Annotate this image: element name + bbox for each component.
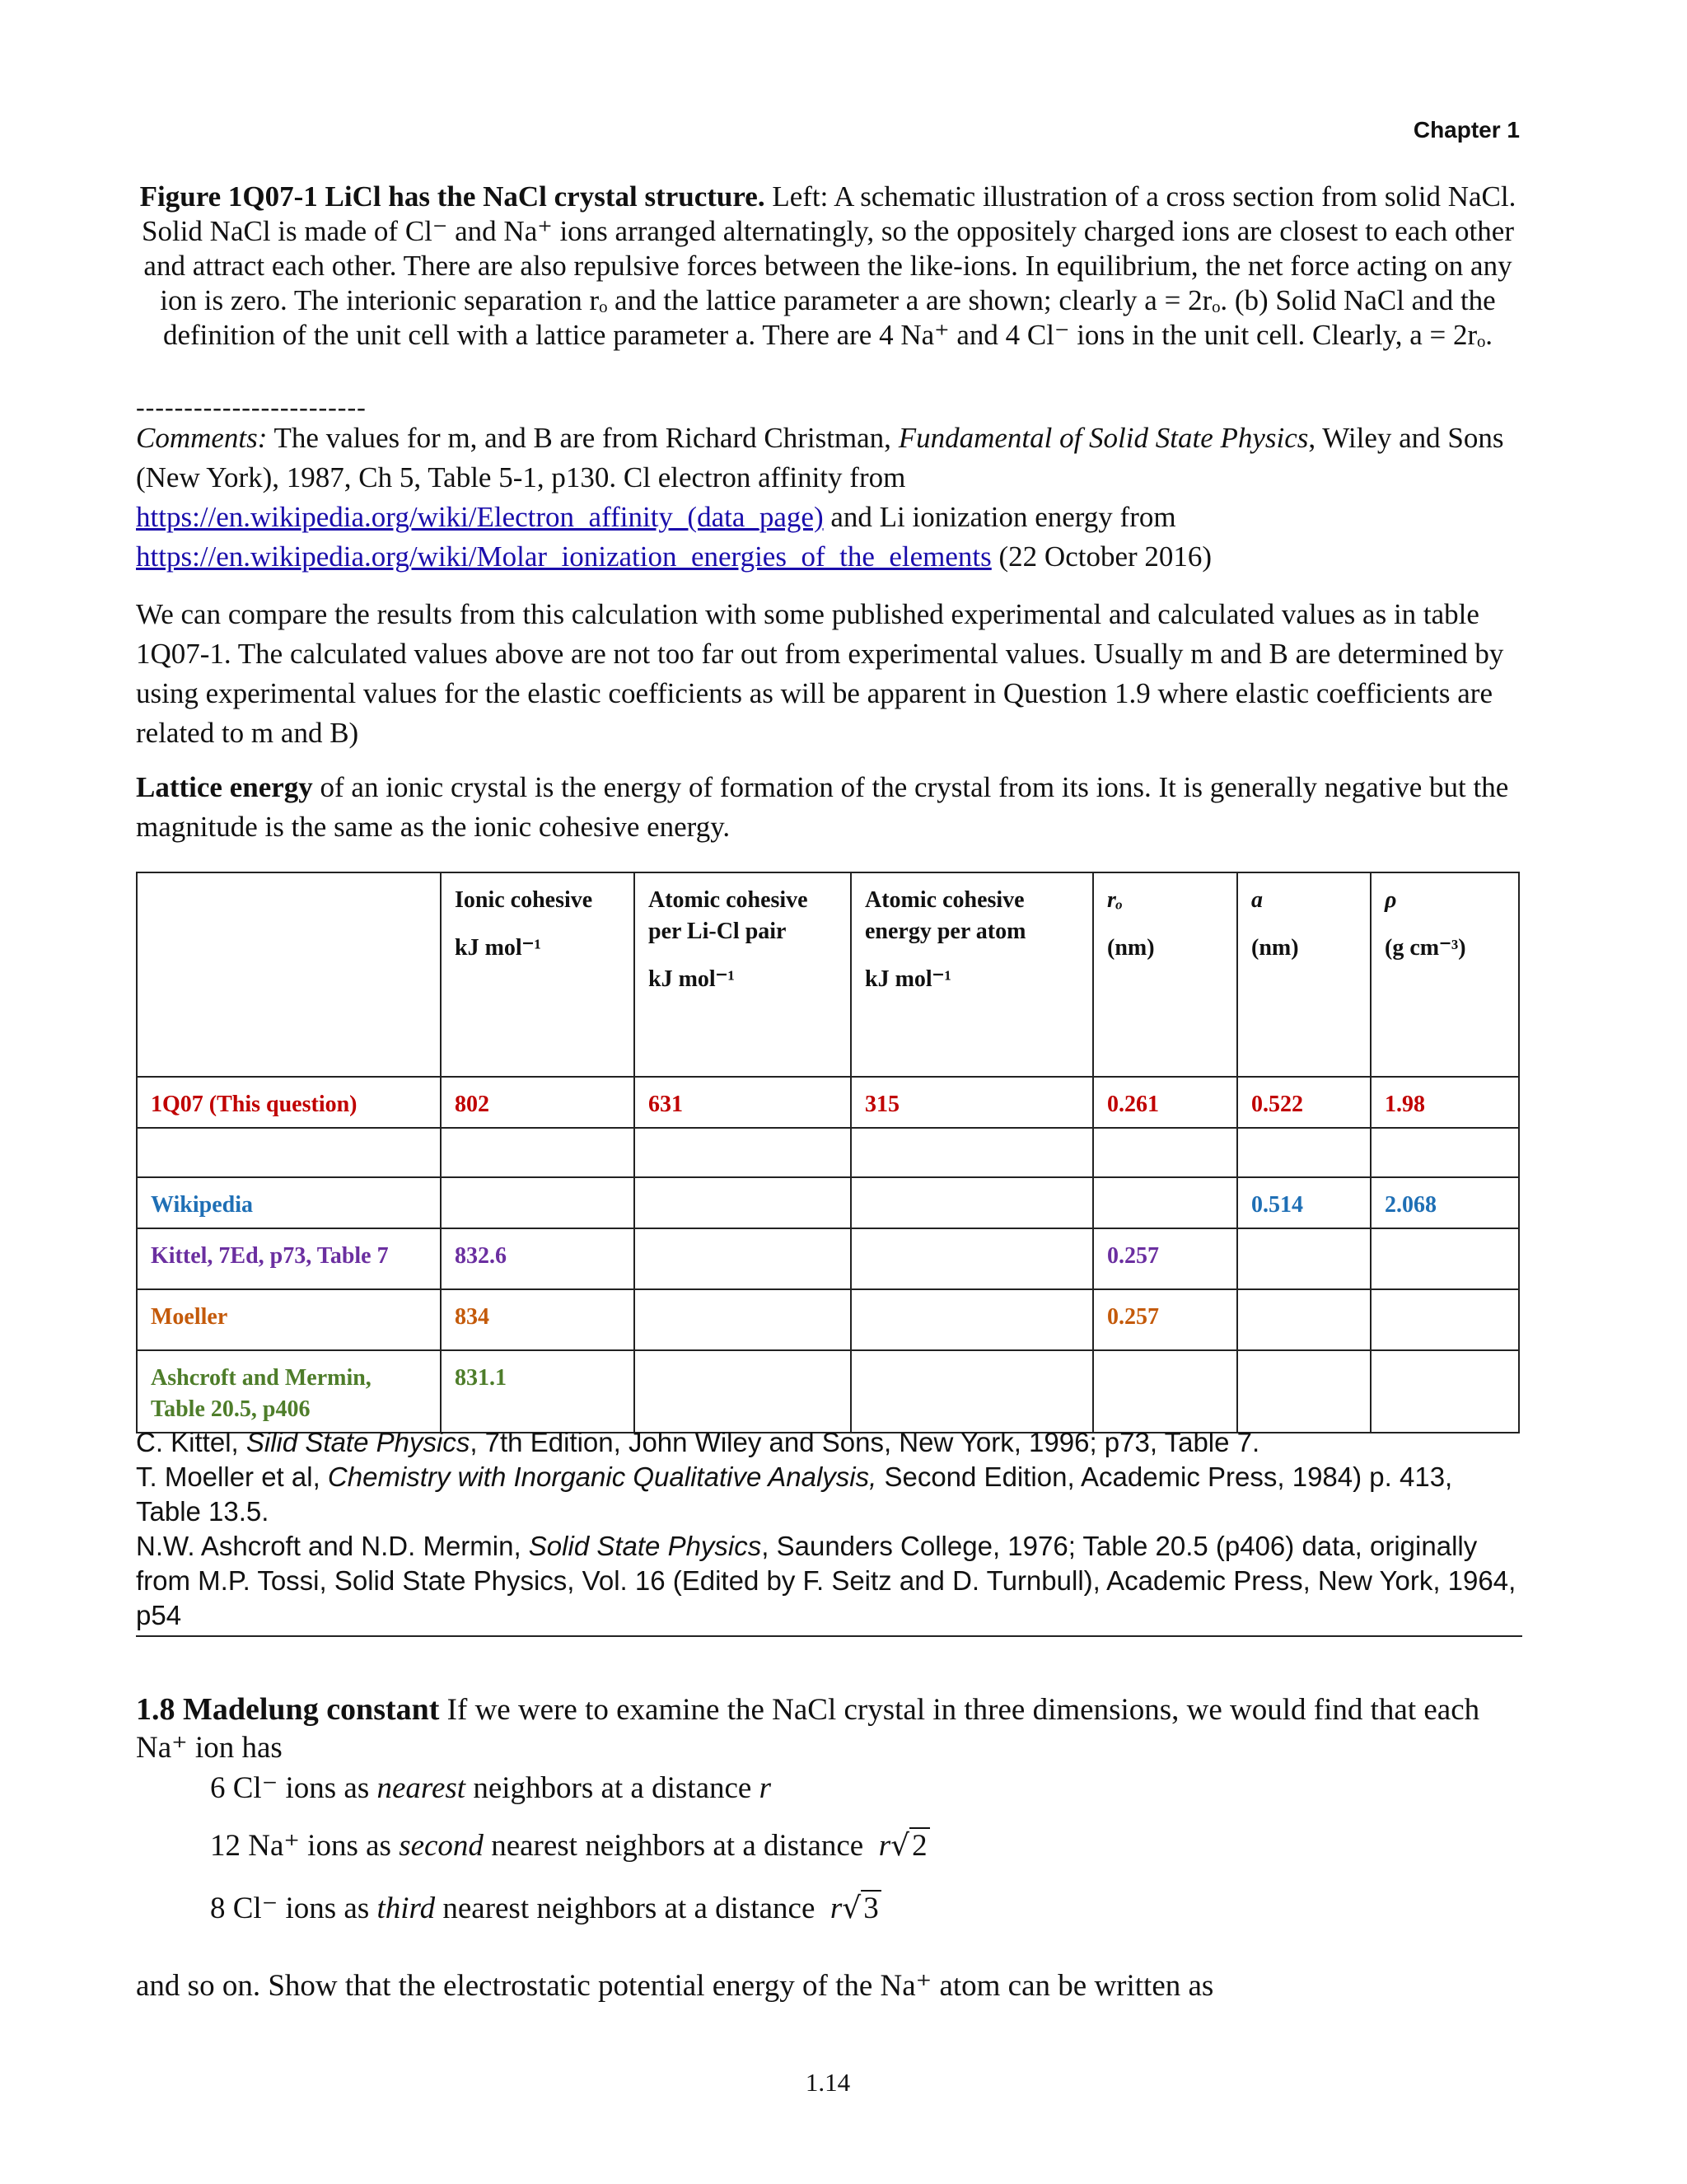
value-cell bbox=[634, 1350, 851, 1433]
separator-dashes: ------------------------ bbox=[136, 392, 367, 422]
neighbor-text: 6 Cl⁻ ions as bbox=[210, 1771, 377, 1805]
value-cell: 2.068 bbox=[1371, 1177, 1519, 1228]
value-cell bbox=[851, 1177, 1093, 1228]
source-cell: Moeller bbox=[137, 1289, 441, 1350]
ref-text: , 7th Edition, John Wiley and Sons, New York, 1996; p73, Table 7. bbox=[470, 1427, 1260, 1457]
neighbor-text: 8 Cl⁻ ions as bbox=[210, 1892, 377, 1925]
table-row bbox=[137, 1177, 1519, 1228]
value-cell: 802 bbox=[441, 1077, 634, 1128]
table-header-cell bbox=[851, 872, 1093, 1077]
neighbor-line-3 bbox=[210, 1890, 881, 1928]
lattice-energy-paragraph bbox=[136, 768, 1520, 847]
table-header-cell bbox=[441, 872, 634, 1077]
ref-text: C. Kittel, bbox=[136, 1427, 246, 1457]
comments-paragraph bbox=[136, 419, 1520, 577]
source-cell: Kittel, 7Ed, p73, Table 7 bbox=[137, 1228, 441, 1289]
ref-title: Silid State Physics bbox=[245, 1427, 470, 1457]
madelung-section-intro bbox=[136, 1691, 1520, 1767]
value-cell bbox=[1093, 1128, 1237, 1177]
header-line: kJ mol⁻¹ bbox=[648, 966, 735, 992]
value-cell bbox=[851, 1128, 1093, 1177]
header-line: Atomic cohesive bbox=[865, 887, 1025, 913]
value-cell bbox=[634, 1128, 851, 1177]
value-cell: 834 bbox=[441, 1289, 634, 1350]
ref-text: , Saunders College, 1976; Table 20.5 (p406) data, originally from M.P. Tossi, Solid State Physics, Vol. 16 (Edited by F. Seitz and D. Turnbull), Academic Press, New York, 1964, p54 bbox=[136, 1531, 1516, 1630]
table-row bbox=[137, 1289, 1519, 1350]
value-cell bbox=[1093, 1350, 1237, 1433]
header-line: Ionic cohesive bbox=[455, 887, 593, 913]
value-cell: 0.257 bbox=[1093, 1228, 1237, 1289]
header-line: kJ mol⁻¹ bbox=[865, 966, 951, 992]
value-cell bbox=[634, 1228, 851, 1289]
book-title: Fundamental of Solid State Physics bbox=[898, 422, 1309, 454]
value-cell bbox=[851, 1228, 1093, 1289]
ref-text: N.W. Ashcroft and N.D. Mermin, bbox=[136, 1531, 529, 1561]
horizontal-rule bbox=[136, 1635, 1522, 1637]
lattice-energy-text: of an ionic crystal is the energy of formation of the crystal from its ions. It is generally negative but the magnitude is the same as the ionic cohesive energy. bbox=[136, 771, 1509, 843]
table-header-cell bbox=[137, 872, 441, 1077]
table-row bbox=[137, 1077, 1519, 1128]
value-cell bbox=[1371, 1128, 1519, 1177]
neighbor-order: second bbox=[399, 1829, 484, 1863]
lattice-energy-term: Lattice energy bbox=[136, 771, 313, 803]
header-line: rₒ bbox=[1107, 887, 1124, 913]
value-cell: 631 bbox=[634, 1077, 851, 1128]
figure-caption-text: Left: A schematic illustration of a cross section from solid NaCl. Solid NaCl is made of Cl⁻ and Na⁺ ions arranged alternatingly, so the oppositely charged ions are closest to each other and attract each other. There are also repulsive forces between the like-ions. In equilibrium, the net force acting on any ion is zero. The interionic separation rₒ and the lattice parameter a are shown; clearly a = 2rₒ. (b) Solid NaCl and the definition of the unit cell with a lattice parameter a. There are 4 Na⁺ and 4 Cl⁻ ions in the unit cell. Clearly, a = 2rₒ. bbox=[142, 180, 1516, 351]
ref-text: Second Edition, Academic Press, 1984) p. 413, Table 13.5. bbox=[136, 1461, 1453, 1527]
distance-symbol: r bbox=[878, 1829, 891, 1863]
value-cell: 831.1 bbox=[441, 1350, 634, 1433]
ionization-energy-link[interactable]: https://en.wikipedia.org/wiki/Molar_ionization_energies_of_the_elements bbox=[136, 540, 992, 573]
comments-text: , Wiley and Sons (New York), 1987, Ch 5, Table 5-1, p130. Cl electron affinity from bbox=[136, 422, 1504, 493]
neighbor-text: nearest neighbors at a distance bbox=[435, 1892, 823, 1925]
header-line: (nm) bbox=[1251, 935, 1299, 961]
page-number: 1.14 bbox=[805, 2068, 851, 2097]
square-root: √3 bbox=[842, 1890, 881, 1928]
distance-symbol: r bbox=[759, 1771, 771, 1805]
electron-affinity-link[interactable]: https://en.wikipedia.org/wiki/Electron_affinity_(data_page) bbox=[136, 501, 824, 533]
value-cell bbox=[441, 1177, 634, 1228]
source-cell bbox=[137, 1128, 441, 1177]
table-header-cell bbox=[1093, 872, 1237, 1077]
header-line: Atomic cohesive bbox=[648, 887, 808, 913]
header-line: (g cm⁻³) bbox=[1385, 935, 1466, 961]
references bbox=[136, 1425, 1520, 1633]
value-cell bbox=[851, 1350, 1093, 1433]
comments-label: Comments: bbox=[136, 422, 268, 454]
value-cell: 0.257 bbox=[1093, 1289, 1237, 1350]
ref-title: Solid State Physics bbox=[528, 1531, 762, 1561]
table-row-empty bbox=[137, 1128, 1519, 1177]
value-cell bbox=[1237, 1228, 1371, 1289]
comparison-table bbox=[136, 872, 1520, 1433]
value-cell: 0.522 bbox=[1237, 1077, 1371, 1128]
distance-symbol: r bbox=[829, 1892, 843, 1925]
value-cell bbox=[634, 1289, 851, 1350]
ref-text: T. Moeller et al, bbox=[136, 1461, 328, 1492]
figure-caption bbox=[136, 180, 1520, 353]
chapter-header: Chapter 1 bbox=[1413, 117, 1520, 143]
header-line: energy per atom bbox=[865, 919, 1026, 944]
neighbor-line-2 bbox=[210, 1827, 930, 1865]
table-row bbox=[137, 1228, 1519, 1289]
value-cell: 1.98 bbox=[1371, 1077, 1519, 1128]
document-page bbox=[136, 0, 1520, 2184]
table-header-cell bbox=[1371, 872, 1519, 1077]
value-cell bbox=[441, 1128, 634, 1177]
value-cell bbox=[634, 1177, 851, 1228]
neighbor-line-1 bbox=[210, 1770, 771, 1808]
electrostatic-sentence: and so on. Show that the electrostatic potential energy of the Na⁺ atom can be written as bbox=[136, 1969, 1214, 2003]
neighbor-text: 12 Na⁺ ions as bbox=[210, 1829, 400, 1863]
section-title: 1.8 Madelung constant bbox=[136, 1692, 440, 1727]
table-row bbox=[137, 1350, 1519, 1433]
radicand: 2 bbox=[909, 1827, 930, 1863]
value-cell bbox=[1371, 1289, 1519, 1350]
ref-title: Chemistry with Inorganic Qualitative Analysis, bbox=[327, 1461, 877, 1492]
value-cell: 0.514 bbox=[1237, 1177, 1371, 1228]
value-cell: 0.261 bbox=[1093, 1077, 1237, 1128]
table-header-row bbox=[137, 872, 1519, 1077]
square-root: √2 bbox=[890, 1827, 929, 1865]
value-cell bbox=[1093, 1177, 1237, 1228]
figure-caption-label: Figure 1Q07-1 LiCl has the NaCl crystal structure. bbox=[139, 180, 765, 213]
reference-kittel bbox=[136, 1425, 1520, 1460]
reference-moeller bbox=[136, 1460, 1520, 1529]
header-line: ρ bbox=[1385, 887, 1397, 913]
value-cell bbox=[851, 1289, 1093, 1350]
header-line: (nm) bbox=[1107, 935, 1155, 961]
value-cell bbox=[1237, 1350, 1371, 1433]
value-cell bbox=[1371, 1350, 1519, 1433]
comments-text: The values for m, and B are from Richard Christman, bbox=[267, 422, 899, 454]
value-cell bbox=[1237, 1289, 1371, 1350]
neighbor-text: neighbors at a distance bbox=[465, 1771, 759, 1805]
compare-paragraph: We can compare the results from this calculation with some published experimental and calculated values as in table 1Q07-1. The calculated values above are not too far out from experimental values. Usually m and B are determined by using experimental values for the elastic coefficients as will be apparent in Question 1.9 where elastic coefficients are related to m and B) bbox=[136, 598, 1504, 749]
source-cell: Ashcroft and Mermin, Table 20.5, p406 bbox=[137, 1350, 441, 1433]
header-line: kJ mol⁻¹ bbox=[455, 935, 541, 961]
comments-text: (22 October 2016) bbox=[991, 540, 1213, 573]
neighbor-text: nearest neighbors at a distance bbox=[483, 1829, 872, 1863]
source-cell: Wikipedia bbox=[137, 1177, 441, 1228]
neighbor-order: nearest bbox=[376, 1771, 466, 1805]
table-header-cell bbox=[634, 872, 851, 1077]
reference-ashcroft bbox=[136, 1529, 1520, 1633]
value-cell: 315 bbox=[851, 1077, 1093, 1128]
header-line: a bbox=[1251, 887, 1263, 913]
neighbor-order: third bbox=[376, 1892, 436, 1925]
section-text: If we were to examine the NaCl crystal in three dimensions, we would find that each Na⁺ ion has bbox=[136, 1693, 1480, 1765]
radicand: 3 bbox=[861, 1890, 881, 1925]
value-cell bbox=[1237, 1128, 1371, 1177]
source-cell: 1Q07 (This question) bbox=[137, 1077, 441, 1128]
table-header-cell bbox=[1237, 872, 1371, 1077]
comments-text: and Li ionization energy from bbox=[823, 501, 1176, 533]
header-line: per Li-Cl pair bbox=[648, 919, 787, 944]
value-cell bbox=[1371, 1228, 1519, 1289]
value-cell: 832.6 bbox=[441, 1228, 634, 1289]
